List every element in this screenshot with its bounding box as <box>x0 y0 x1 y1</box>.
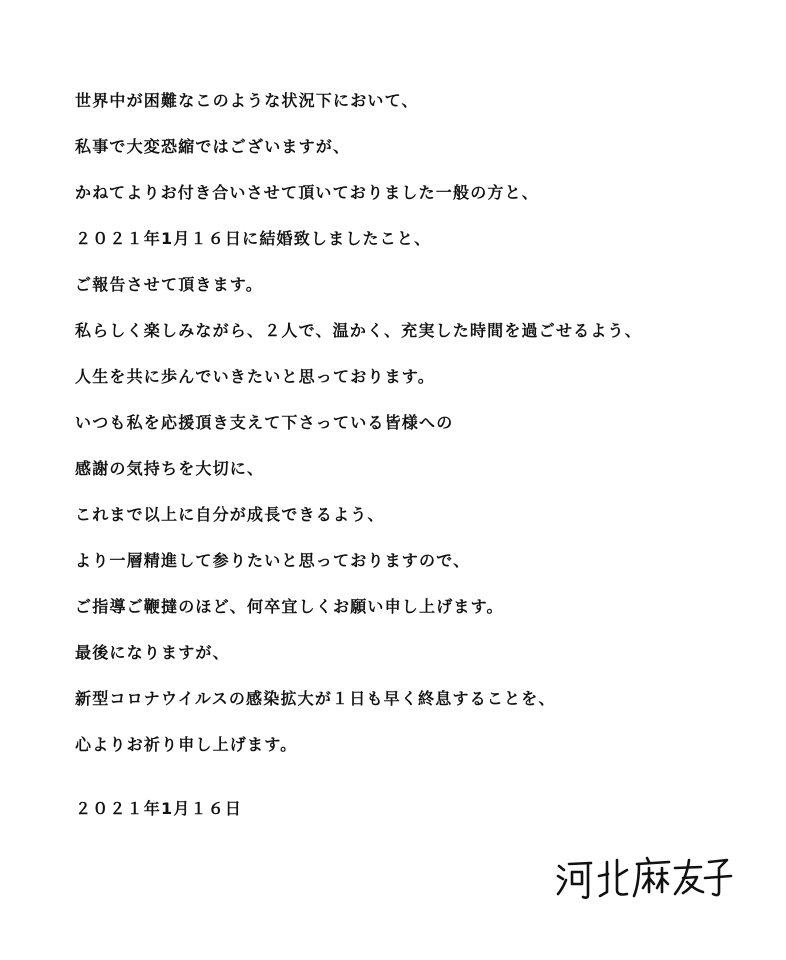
letter-line: 世界中が困難なこのような状況下において、 <box>75 91 419 110</box>
letter-line: これまで以上に自分が成長できるよう、 <box>75 505 385 524</box>
letter-line: ご報告させて頂きます。 <box>75 275 263 294</box>
letter-line: 感謝の気持ちを大切に、 <box>75 459 265 478</box>
letter-line: 私らしく楽しみながら、２人で、温かく、充実した時間を過ごせるよう、 <box>75 321 642 340</box>
letter-line: かねてよりお付き合いさせて頂いておりました一般の方と、 <box>75 183 540 202</box>
letter-date: ２０２１年1月１６日 <box>75 799 243 818</box>
handwritten-signature <box>555 852 735 908</box>
letter-line: 心よりお祈り申し上げます。 <box>75 735 298 754</box>
signature-drawing <box>555 852 735 908</box>
letter-line: 人生を共に歩んでいきたいと思っております。 <box>75 367 435 386</box>
letter-line: ご指導ご鞭撻のほど、何卒宜しくお願い申し上げます。 <box>75 597 504 616</box>
letter-line: ２０２１年1月１６日に結婚致しましたこと、 <box>75 229 432 248</box>
letter-line: 私事で大変恐縮ではございますが、 <box>75 137 351 156</box>
letter-line: 最後になりますが、 <box>75 643 230 662</box>
letter-line: いつも私を応援頂き支えて下さっている皆様への <box>75 413 454 432</box>
letter-line: 新型コロナウイルスの感染拡大が１日も早く終息することを、 <box>75 689 556 708</box>
letter-body <box>75 88 642 778</box>
letter-line: より一層精進して参りたいと思っておりますので、 <box>75 551 471 570</box>
